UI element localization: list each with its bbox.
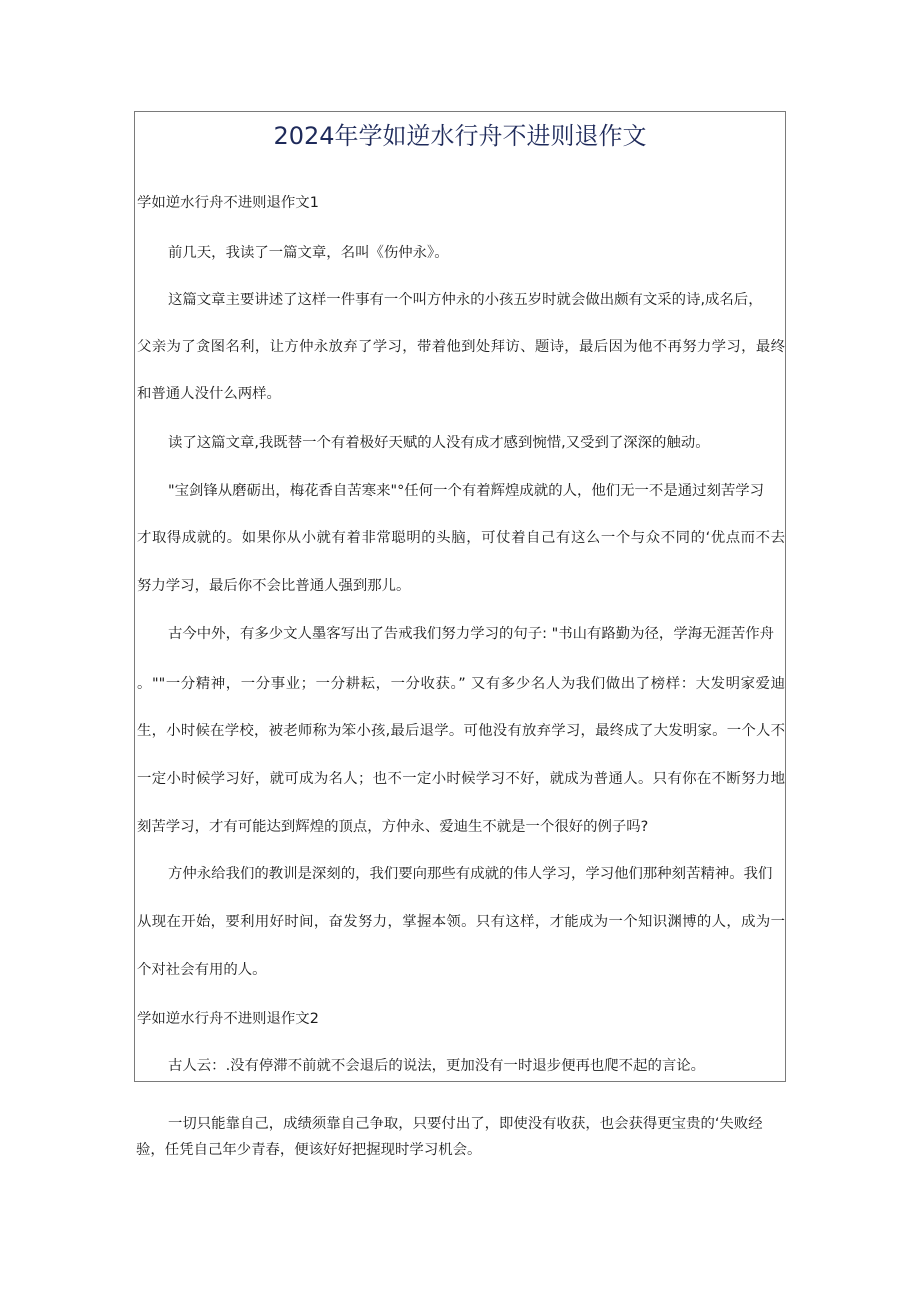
paragraph-line: 方仲永给我们的教训是深刻的，我们要向那些有成就的伟人学习，学习他们那种刻苦精神。我们 — [168, 866, 773, 882]
paragraph-line: 从现在开始，要利用好时间，奋发努力，掌握本领。只有这样，才能成为一个知识渊博的人，成为一 — [137, 914, 785, 930]
document-title: 2024年学如逆水行舟不进则退作文 — [273, 122, 647, 150]
section-heading-1: 学如逆水行舟不进则退作文1 — [137, 195, 319, 211]
paragraph-line: 刻苦学习，才有可能达到辉煌的顶点，方仲永、爱迪生不就是一个很好的例子吗? — [137, 819, 649, 835]
paragraph-line: 一定小时候学习好，就可成为名人；也不一定小时候学习不好，就成为普通人。只有你在不断努力地 — [137, 771, 785, 787]
paragraph-line: 个对社会有用的人。 — [137, 962, 267, 978]
paragraph-line: 才取得成就的。如果你从小就有着非常聪明的头脑，可仗着自己有这么一个与众不同的‘优点而不去 — [137, 530, 785, 546]
paragraph-line: 这篇文章主要讲述了这样一件事有一个叫方仲永的小孩五岁时就会做出颇有文采的诗,成名后， — [168, 292, 763, 308]
paragraph-line: 前几天，我读了一篇文章，名叫《伤仲永》。 — [168, 245, 449, 261]
paragraph-line: 父亲为了贪图名利，让方仲永放弃了学习，带着他到处拜访、题诗，最后因为他不再努力学习，最终 — [137, 339, 785, 355]
paragraph-line: 古人云：.没有停滞不前就不会退后的说法，更加没有一时退步便再也爬不起的言论。 — [168, 1058, 706, 1074]
paragraph-line: 验，任凭自己年少青春，便该好好把握现时学习机会。 — [136, 1142, 482, 1158]
paragraph-line: 读了这篇文章,我既替一个有着极好天赋的人没有成才感到惋惜,又受到了深深的触动。 — [168, 435, 710, 451]
paragraph-line: "宝剑锋从磨砺出，梅花香自苦寒来"°任何一个有着辉煌成就的人，他们无一不是通过刻苦学习 — [168, 483, 765, 499]
paragraph-line: 和普通人没什么两样。 — [137, 386, 281, 402]
paragraph-line: 古今中外，有多少文人墨客写出了告戒我们努力学习的句子: "书山有路勤为径，学海无涯苦作舟 — [168, 626, 775, 642]
paragraph-line: 。""一分精神，一分事业；一分耕耘，一分收获。” 又有多少名人为我们做出了榜样：大发明家爱迪 — [137, 676, 785, 692]
paragraph-line: 生，小时候在学校，被老师称为笨小孩,最后退学。可他没有放弃学习，最终成了大发明家。一个人不 — [137, 723, 785, 739]
paragraph-line: 一切只能靠自己，成绩须靠自己争取，只要付出了，即使没有收获，也会获得更宝贵的‘失败经 — [168, 1116, 763, 1132]
paragraph-line: 努力学习，最后你不会比普通人强到那儿。 — [137, 578, 411, 594]
section-heading-2: 学如逆水行舟不进则退作文2 — [137, 1011, 319, 1027]
